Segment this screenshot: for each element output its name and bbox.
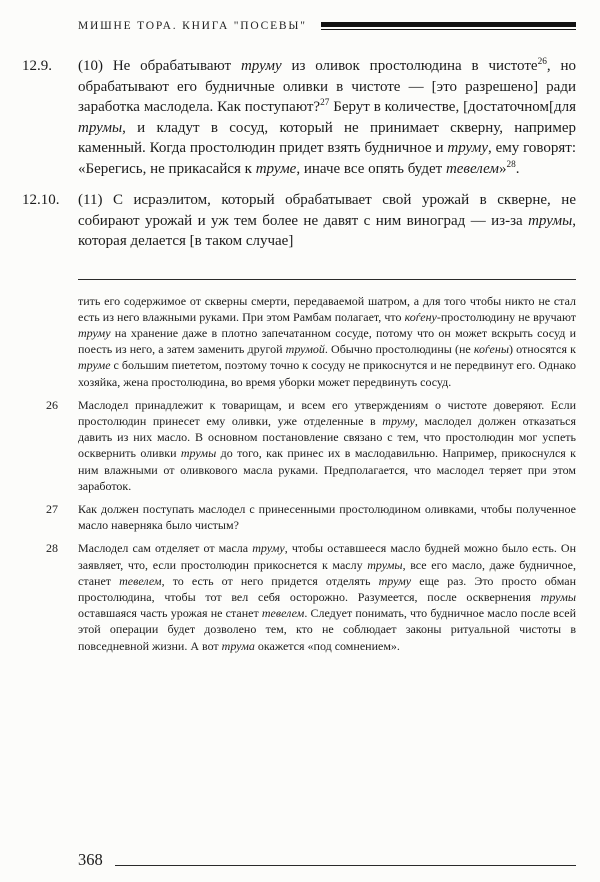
page-header [78,20,576,32]
footnotes-block [0,293,576,654]
footnote-text: тить его содержимое от скверны смерти, передаваемой шатром, а для того чтобы никто не стал есть из него влажными руками. При этом Рамбам полагает, что коѓену-простолюдину не вручают труму на хранение даже в плотно запечатанном сосуде, потому что он может вскрыть сосуд и поесть из него, а затем заменить другой трумой. Обычно простолюдины (не коѓены) относятся к труме с большим пиететом, поэтому точно к сосуду не прикоснутся и не передвинут его. Однако хозяйка, жена простолюдина, во время уборки может передвинуть сосуд. [78,293,576,389]
halacha-paragraph [0,190,576,252]
halacha-text: (11) С исраэлитом, который обрабатывает свой урожай в скверне, не собирают урожай и уж тем более не давят с ним виноград — из-за трумы, которая делается [в таком случае] [78,192,576,249]
page-footer [0,849,576,869]
halacha-text: (10) Не обрабатывают труму из оливок простолюдина в чистоте$^{26}$, но обрабатывают его будничные оливки в чистоте — [это разрешено] ради заработка маслодела. Как поступают?$^{27}$ Берут в количестве, [достаточном[для трумы, и кладут в сосуд, который не принимает скверну, например каменный. Когда простолюдин придет взять будничное и труму, ему говорят: «Берегись, не прикасайся к труме, иначе все опять будет тевелем»$^{28}$. [78,57,577,177]
footnote-text: Маслодел принадлежит к товарищам, и всем его утверждениям о чистоте доверяют. Если простолюдин принесет ему оливки, уже отделенные в труму, маслодел должен отказаться давить из них масло. В основном постановление связано с тем, что простолюдин мог успеть осквернить оливки трумы до того, как принес их в маслодавильню. Например, прикоснулся к ним влажными от оливкового масла руками. Предполагается, что маслодел теряет при этом заработок. [78,397,577,493]
footnote-27 [0,501,576,533]
footnote-text: Как должен поступать маслодел с принесенными простолюдином оливками, чтобы полученное масло наверняка было чистым? [78,501,576,533]
footnote-text: Маслодел сам отделяет от масла труму, чтобы оставшееся масло будней можно было есть. Он заявляет, что, если простолюдин прикоснется к маслу трумы, все его масло, даже будничное, станет тевелем, то есть от него придется отделять труму еще раз. Это просто обман простолюдина, чтобы тот вел себя осторожно. Разумеется, после осквернения трумы оставшаяся часть урожая не станет тевелем. Следует понимать, что будничное масло после всей этой операции будет дозволено тем, кто не соблюдает законы ритуальной чистоты в повседневной жизни. А вот трума окажется «под сомнением». [78,541,577,653]
footnote-number: 27 [46,501,58,516]
halacha-paragraph [0,56,576,179]
footnote-28 [0,540,576,653]
running-title: МИШНЕ ТОРА. КНИГА "ПОСЕВЫ" [78,20,307,32]
footnote-26 [0,397,576,494]
footnote-number: 28 [46,541,58,556]
footnote-continuation [0,293,576,390]
header-rule-decoration [321,22,576,30]
footnote-number [0,293,78,390]
halacha-number-label: 12.10. [22,192,60,208]
halacha-number-label: 12.9. [22,58,52,74]
footer-rule [115,865,576,866]
header-rule-thin-line [321,29,576,30]
page-number: 368 [78,849,103,869]
header-rule-thick-line [321,22,576,27]
footnote-separator-rule [78,279,576,280]
main-text-block [0,56,576,263]
footnote-number: 26 [46,397,58,412]
